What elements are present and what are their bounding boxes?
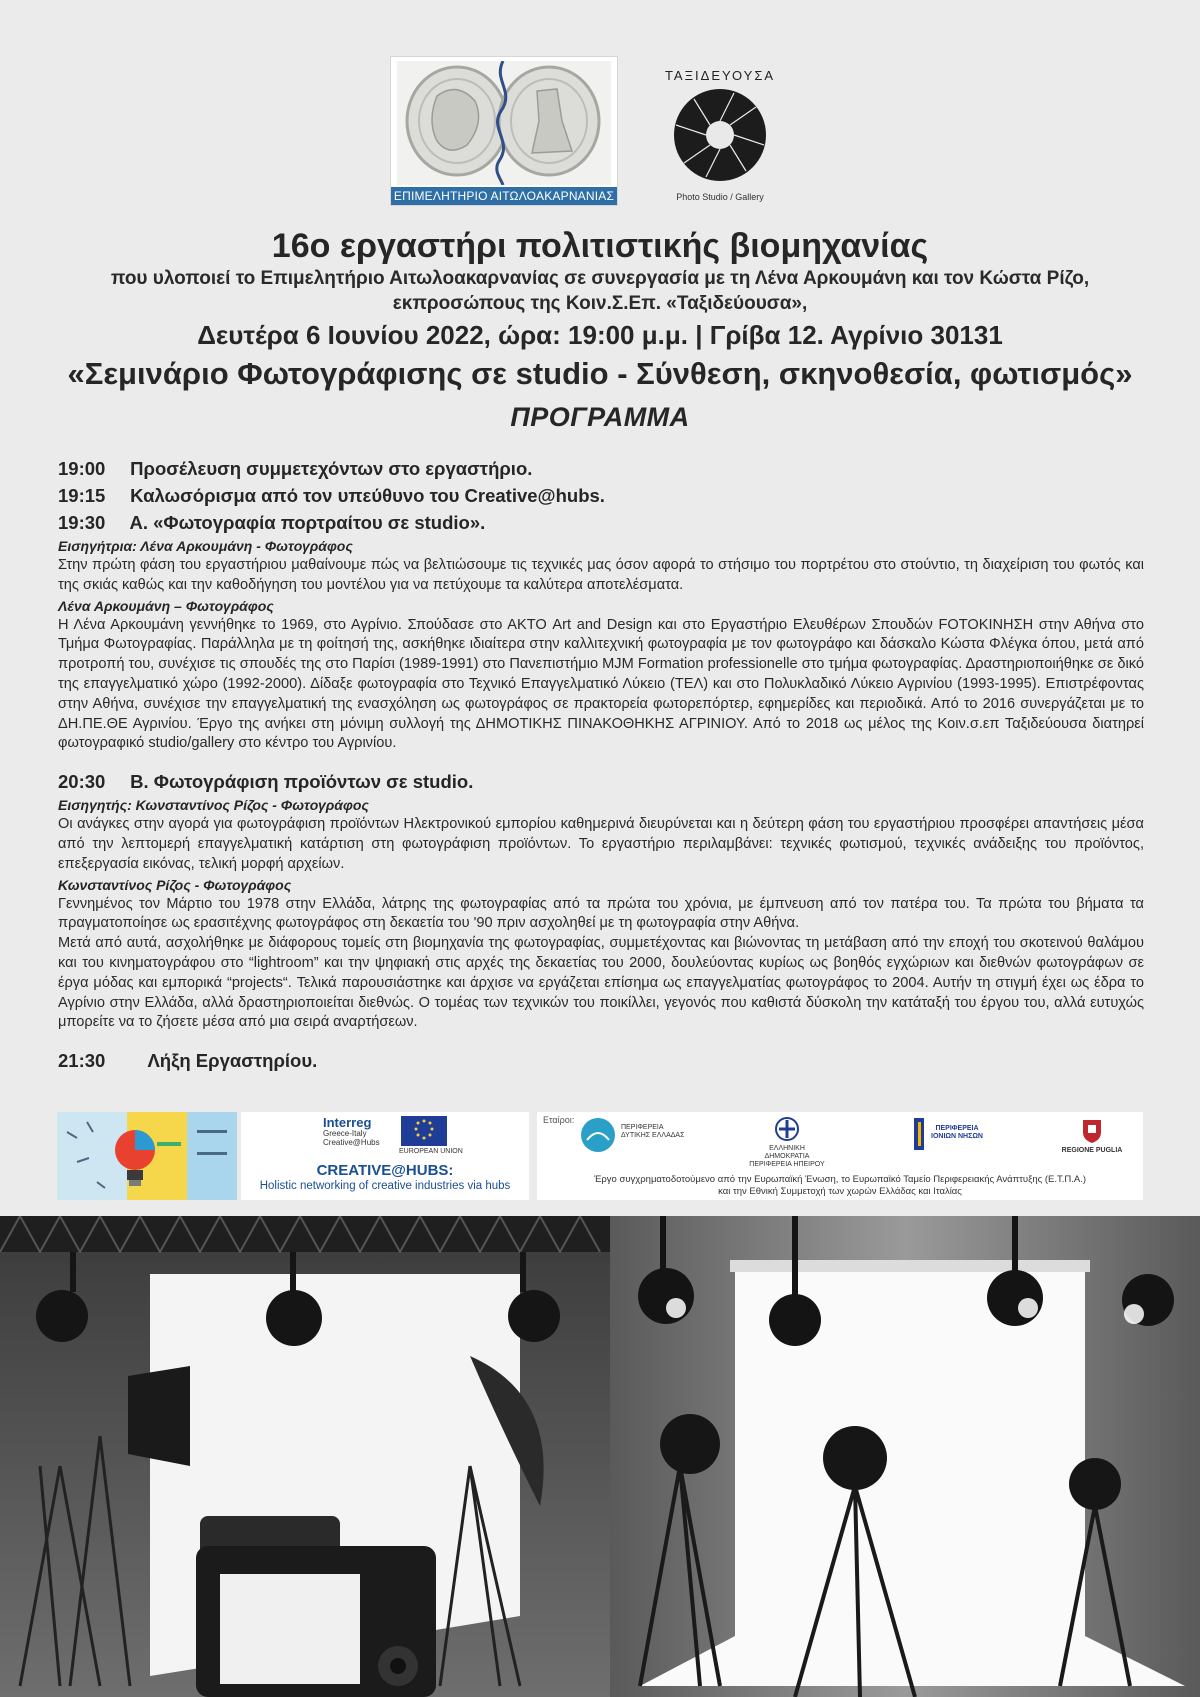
truss-icon bbox=[0, 1216, 610, 1252]
speaker-a: Εισηγήτρια: Λένα Αρκουμάνη - Φωτογράφος bbox=[58, 538, 353, 554]
interreg-panel bbox=[241, 1112, 529, 1200]
schedule-text: Καλωσόρισμα από τον υπεύθυνο του Creative@hubs. bbox=[130, 485, 605, 506]
creative-hubs-artwork bbox=[57, 1112, 237, 1200]
greek-emblem-icon bbox=[775, 1116, 799, 1142]
aperture-icon bbox=[672, 87, 768, 183]
schedule-time: 19:30 bbox=[58, 512, 106, 533]
schedule-item bbox=[58, 482, 1144, 509]
coins-icon bbox=[397, 61, 611, 185]
event-subtitle-line-2: εκπροσώπους της Κοιν.Σ.Επ. «Ταξιδεύουσα», bbox=[392, 293, 808, 314]
partner-3-name: ΠΕΡΙΦΕΡΕΙΑ ΙΟΝΙΩΝ ΝΗΣΩΝ bbox=[931, 1125, 983, 1140]
interreg-logo bbox=[323, 1116, 380, 1147]
interreg-sub-2: Creative@Hubs bbox=[323, 1138, 380, 1147]
chamber-caption: ΕΠΙΜΕΛΗΤΗΡΙΟ ΑΙΤΩΛΟΑΚΑΡΝΑΝΙΑΣ bbox=[391, 187, 617, 205]
partner-western-greece bbox=[579, 1116, 689, 1154]
program-heading: ΠΡΟΓΡΑΜΜΑ bbox=[510, 402, 690, 432]
bio-b-heading: Κωνσταντίνος Ρίζος - Φωτογράφος bbox=[58, 876, 292, 893]
funding-line-1: Έργο συγχρηματοδοτούμενο από την Ευρωπαϊκή Ένωση, το Ευρωπαϊκό Ταμείο Περιφερειακής Ανάπτυξης (Ε.Τ.Π.Α.) bbox=[593, 1174, 1087, 1185]
schedule-time: 21:30 bbox=[58, 1050, 106, 1072]
funding-line-2: και την Εθνική Συμμετοχή των χωρών Ελλάδας και Ιταλίας bbox=[718, 1186, 962, 1197]
event-date-location: Δευτέρα 6 Ιουνίου 2022, ώρα: 19:00 μ.μ. | Γρίβα 12. Αγρίνιο 30131 bbox=[197, 320, 1003, 350]
studio-subtitle: Photo Studio / Gallery bbox=[676, 192, 764, 202]
partner-puglia bbox=[1057, 1116, 1127, 1155]
bio-b-text-1: Γεννημένος τον Μάρτιο του 1978 στην Ελλάδα, λάτρης της φωτογραφίας από τα πρώτα του χρόνια, με έμπνευση από τον πατέρα του. Τα πρώτα του βήματα τα πραγματοποίησε ως ερασιτέχνης φωτογράφος στη δεκαετία του '90 πριν ασχοληθεί με τη φωτογραφία στην Αθήνα. bbox=[58, 895, 1144, 932]
schedule-time: 20:30 bbox=[58, 771, 106, 793]
eu-label: EUROPEAN UNION bbox=[399, 1148, 463, 1155]
schedule-text: Α. «Φωτογραφία πορτραίτου σε studio». bbox=[129, 512, 486, 533]
program-content bbox=[58, 455, 1144, 1074]
bio-a-text: Η Λένα Αρκουμάνη γεννήθηκε το 1969, στο Αγρίνιο. Σπούδασε στο ΑΚΤΟ Art and Design και στο Εργαστήριο Ελευθέρων Σπουδών FOTOKINHΣΗ στην Αθήνα στο Τμήμα Φωτογραφίας. Παράλληλα με τη φοίτησή της, ασκήθηκε ιδιαίτερα στην καλλιτεχνική φωτογραφία με τον φωτογράφο και δάσκαλο Κώστα Φλέγκα όπου, μετά από προτροπή του, συνέχισε τις σπουδές της στο Παρίσι (1989-1991) στο Πανεπιστήμιο MJM Formation professionelle στο τμήμα φωτογραφίας. Δραστηριοποιήθηκε σε δικό της επαγγελματικό χώρο (1992-2000). Δίδαξε φωτογραφία στο Τεχνικό Επαγγελματικό Λύκειο (ΤΕΛ) και στο Πολυκλαδικό Λύκειο Αγρινίου (1993-1995). Επιστρέφοντας στην Αθήνα, συνέχισε την επαγγελματική της ενασχόληση ως φωτογράφος σε πρακτορεία φωτορεπόρτερ, εφημερίδες και περιοδικά. Από το 2016 συνεργάζεται με το ΔΗ.ΠΕ.ΘΕ Αγρινίου. Έργο της ανήκει στη μόνιμη συλλογή της ΔΗΜΟΤΙΚΗΣ ΠΙΝΑΚΟΘΗΚΗΣ ΑΓΡΙΝΙΟΥ. Από το 2018 ως μέλος της Κοιν.σ.επ Ταξιδεύουσα διατηρεί φωτογραφικό studio/gallery στο κέντρο του Αγρινίου. bbox=[58, 616, 1144, 752]
partner-ionian bbox=[907, 1116, 987, 1141]
interreg-sub: Greece-Italy bbox=[323, 1129, 367, 1138]
schedule-item bbox=[58, 768, 1144, 795]
eu-flag-icon bbox=[401, 1116, 447, 1146]
section-b-description: Οι ανάγκες στην αγορά για φωτογράφιση προϊόντων Ηλεκτρονικού εμπορίου καθημερινά διευρύνεται και η δεύτερη φάση του εργαστήριου προσφέρει απαντήσεις μέσα από την λεπτομερή επαγγελματική κατάρτιση στη φωτογράφιση προϊόντων. Το εργαστήριο περιλαμβάνει: τεχνικές φωτισμού, τεχνικές ανάδειξης του προϊόντος, επεξεργασία εικόνας, τελική μορφή αρχείων. bbox=[58, 816, 1144, 872]
western-greece-logo-icon bbox=[579, 1116, 617, 1154]
logo-row bbox=[0, 56, 1200, 206]
section-a-description: Στην πρώτη φάση του εργαστήριου μαθαίνουμε πώς να βελτιώσουμε τις τεχνικές μας όσον αφορά το στήσιμο του πορτρέτου στο στούντιο, τη διαχείριση του φωτός και της σκιάς καθώς και την καθοδήγηση του μοντέλου για να πετύχουμε τα καλύτερα αποτελέσματα. bbox=[58, 557, 1144, 593]
schedule-text: Β. Φωτογράφιση προϊόντων σε studio. bbox=[130, 771, 474, 793]
bio-a-heading: Λένα Αρκουμάνη – Φωτογράφος bbox=[58, 597, 274, 614]
puglia-crest-icon bbox=[1081, 1116, 1103, 1144]
seminar-title: «Σεμινάριο Φωτογράφισης σε studio - Σύνθεση, σκηνοθεσία, φωτισμός» bbox=[67, 356, 1133, 391]
creative-hubs-title: CREATIVE@HUBS: bbox=[316, 1162, 454, 1179]
creative-hubs-subtitle: Holistic networking of creative industries via hubs bbox=[259, 1180, 511, 1192]
partners-panel bbox=[537, 1112, 1143, 1200]
partner-4-name: REGIONE PUGLIA bbox=[1061, 1147, 1123, 1154]
partners-label: Εταίροι: bbox=[543, 1115, 575, 1125]
schedule-text: Προσέλευση συμμετεχόντων στο εργαστήριο. bbox=[130, 458, 533, 479]
interreg-label: Interreg bbox=[323, 1115, 372, 1130]
softbox-icon bbox=[128, 1366, 190, 1466]
schedule-time: 19:15 bbox=[58, 485, 106, 506]
studio-logo bbox=[660, 68, 780, 202]
partner-2-name: ΕΛΛΗΝΙΚΗ ΔΗΜΟΚΡΑΤΙΑ ΠΕΡΙΦΕΡΕΙΑ ΗΠΕΙΡΟΥ bbox=[749, 1145, 825, 1168]
schedule-item bbox=[58, 509, 1144, 536]
speaker-b: Εισηγητής: Κωνσταντίνος Ρίζος - Φωτογράφος bbox=[58, 797, 369, 814]
studio-name: ΤΑΞΙΔΕΥΟΥΣΑ bbox=[664, 68, 776, 83]
bio-b-text-2: Μετά από αυτά, ασχολήθηκε με διάφορους τομείς στη βιομηχανία της φωτογραφίας, συμμετέχοντας και βιώνοντας τη μετάβαση από την εποχή του σκοτεινού θαλάμου και του κινηματογράφου στο “lightroom” και την ψηφιακή στις αρχές της δεκαετίας του 2000, δουλεύοντας κυρίως ως βοηθός εγχώριων και διεθνών φωτογράφων σε έργα μόδας και εμπορικά “projects“. Τελικά παρουσιάστηκε και άρχισε να εργάζεται επίσημα ως επαγγελματίας φωτογράφος το 2004. Αυτήν τη στιγμή έχει ως έδρα το Αγρίνιο στην Ελλάδα, αλλά δραστηριοποιείται διεθνώς. Ο τομέας των τεχνικών του ποικίλλει, γεγονός που καθιστά δύσκολη την κατάταξή του έργου του, αλλά ευτυχώς μπορείτε να το ζήσετε μέσα από μια σειρά αναρτήσεων. bbox=[58, 935, 1144, 1031]
event-subtitle-line-1: που υλοποιεί το Επιμελητήριο Αιτωλοακαρνανίας σε συνεργασία με τη Λένα Αρκουμάνη και τον Κώστα Ρίζο, bbox=[110, 268, 1090, 289]
schedule-item bbox=[58, 1047, 1144, 1074]
chamber-logo bbox=[390, 56, 618, 206]
event-title: 16ο εργαστήρι πολιτιστικής βιομηχανίας bbox=[271, 227, 929, 265]
schedule-item bbox=[58, 455, 1144, 482]
funding-note bbox=[537, 1174, 1143, 1198]
lightbulb-illustration-icon bbox=[57, 1112, 237, 1200]
partner-epirus bbox=[747, 1116, 827, 1169]
partner-1-name: ΠΕΡΙΦΕΡΕΙΑ ΔΥΤΙΚΗΣ ΕΛΛΑΔΑΣ bbox=[621, 1124, 685, 1139]
sponsor-banner bbox=[57, 1112, 1143, 1200]
studio-equipment-illustration bbox=[0, 1216, 1200, 1697]
schedule-text: Λήξη Εργαστηρίου. bbox=[147, 1050, 318, 1072]
event-header bbox=[40, 226, 1160, 433]
schedule-time: 19:00 bbox=[58, 458, 106, 479]
